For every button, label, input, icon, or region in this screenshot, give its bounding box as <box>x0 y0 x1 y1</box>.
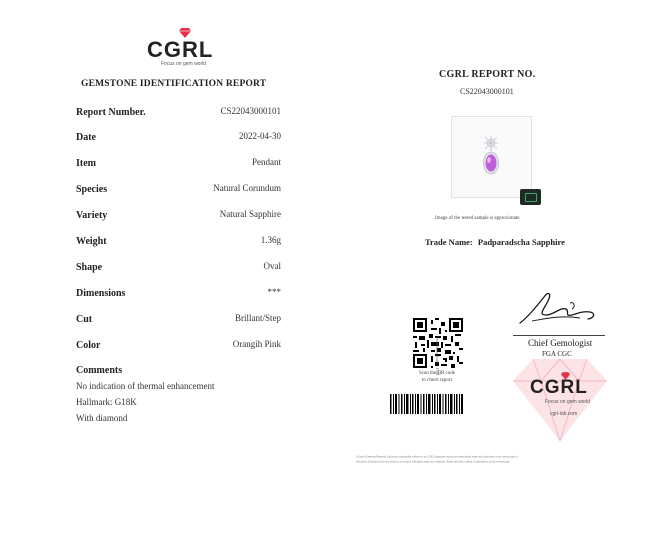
row-label-cut: Cut <box>76 314 93 325</box>
row-label-date: Date <box>76 132 96 143</box>
seal-url: cgrl-lab.com <box>550 411 578 417</box>
row-value-dimensions: *** <box>267 287 281 297</box>
comment-line: No indication of thermal enhancement <box>76 381 215 391</box>
sample-photo <box>451 116 532 198</box>
image-caption: Image of the tested sample is approximate <box>435 216 520 221</box>
qr-caption-1: Scan the QR code <box>419 371 455 376</box>
row-label-variety: Variety <box>76 210 108 221</box>
row-label-species: Species <box>76 184 108 195</box>
row-label-report-number: Report Number. <box>76 107 146 118</box>
row-label-dimensions: Dimensions <box>76 288 126 299</box>
pendant-image-icon <box>452 117 531 197</box>
comments-label: Comments <box>76 365 123 376</box>
disclaimer-line-2: this report. This report has been made in accordance with these terms and conditions. Please read and confirm all information on the reverse page. <box>356 460 511 464</box>
verification-code-vertical: Verification Code : 17M <box>435 336 440 375</box>
row-value-species: Natural Corundum <box>213 183 281 193</box>
row-value-report-number: CS22043000101 <box>220 106 281 116</box>
brand-logo-text: CGRL <box>147 37 214 62</box>
row-label-color: Color <box>76 340 101 351</box>
comment-line: With diamond <box>76 413 128 423</box>
report-no-heading: CGRL REPORT NO. <box>439 69 536 80</box>
trade-name-line <box>425 237 565 247</box>
row-value-shape: Oval <box>263 261 281 271</box>
row-label-item: Item <box>76 158 96 169</box>
gemologist-title: Chief Gemologist <box>528 338 593 348</box>
signature-line <box>513 335 605 336</box>
signature-icon <box>510 285 605 335</box>
row-value-color: Orangih Pink <box>232 339 281 349</box>
row-value-weight: 1.36g <box>260 235 281 245</box>
brand-tagline: Focus on gem world <box>161 61 207 67</box>
report-no-value: CS22043000101 <box>460 87 514 96</box>
trade-name-value: Padparadscha Sapphire <box>477 237 565 247</box>
row-value-variety: Natural Sapphire <box>219 209 281 219</box>
sample-badge-icon <box>520 189 541 205</box>
barcode-icon <box>390 394 463 414</box>
seal-tagline: Focus on gem world <box>545 399 591 405</box>
row-value-cut: Brillant/Step <box>235 313 281 323</box>
comment-line: Hallmark: G18K <box>76 397 137 407</box>
row-label-weight: Weight <box>76 236 107 247</box>
row-label-shape: Shape <box>76 262 103 273</box>
trade-name-label: Trade Name: <box>425 237 473 247</box>
qr-caption-2: to check report <box>422 378 452 383</box>
disclaimer-line-1: Colored Gemstone Research Laboratory (hereinafter referred to as CGRL) gemstone reports are issued under terms and conditions on the reverse page of <box>356 455 518 459</box>
report-title: GEMSTONE IDENTIFICATION REPORT <box>81 79 267 89</box>
row-value-item: Pendant <box>252 157 281 167</box>
row-value-date: 2022-04-30 <box>239 131 281 141</box>
seal-brand: CGRL <box>530 377 588 398</box>
gemologist-credential: FGA CGC <box>542 350 572 358</box>
